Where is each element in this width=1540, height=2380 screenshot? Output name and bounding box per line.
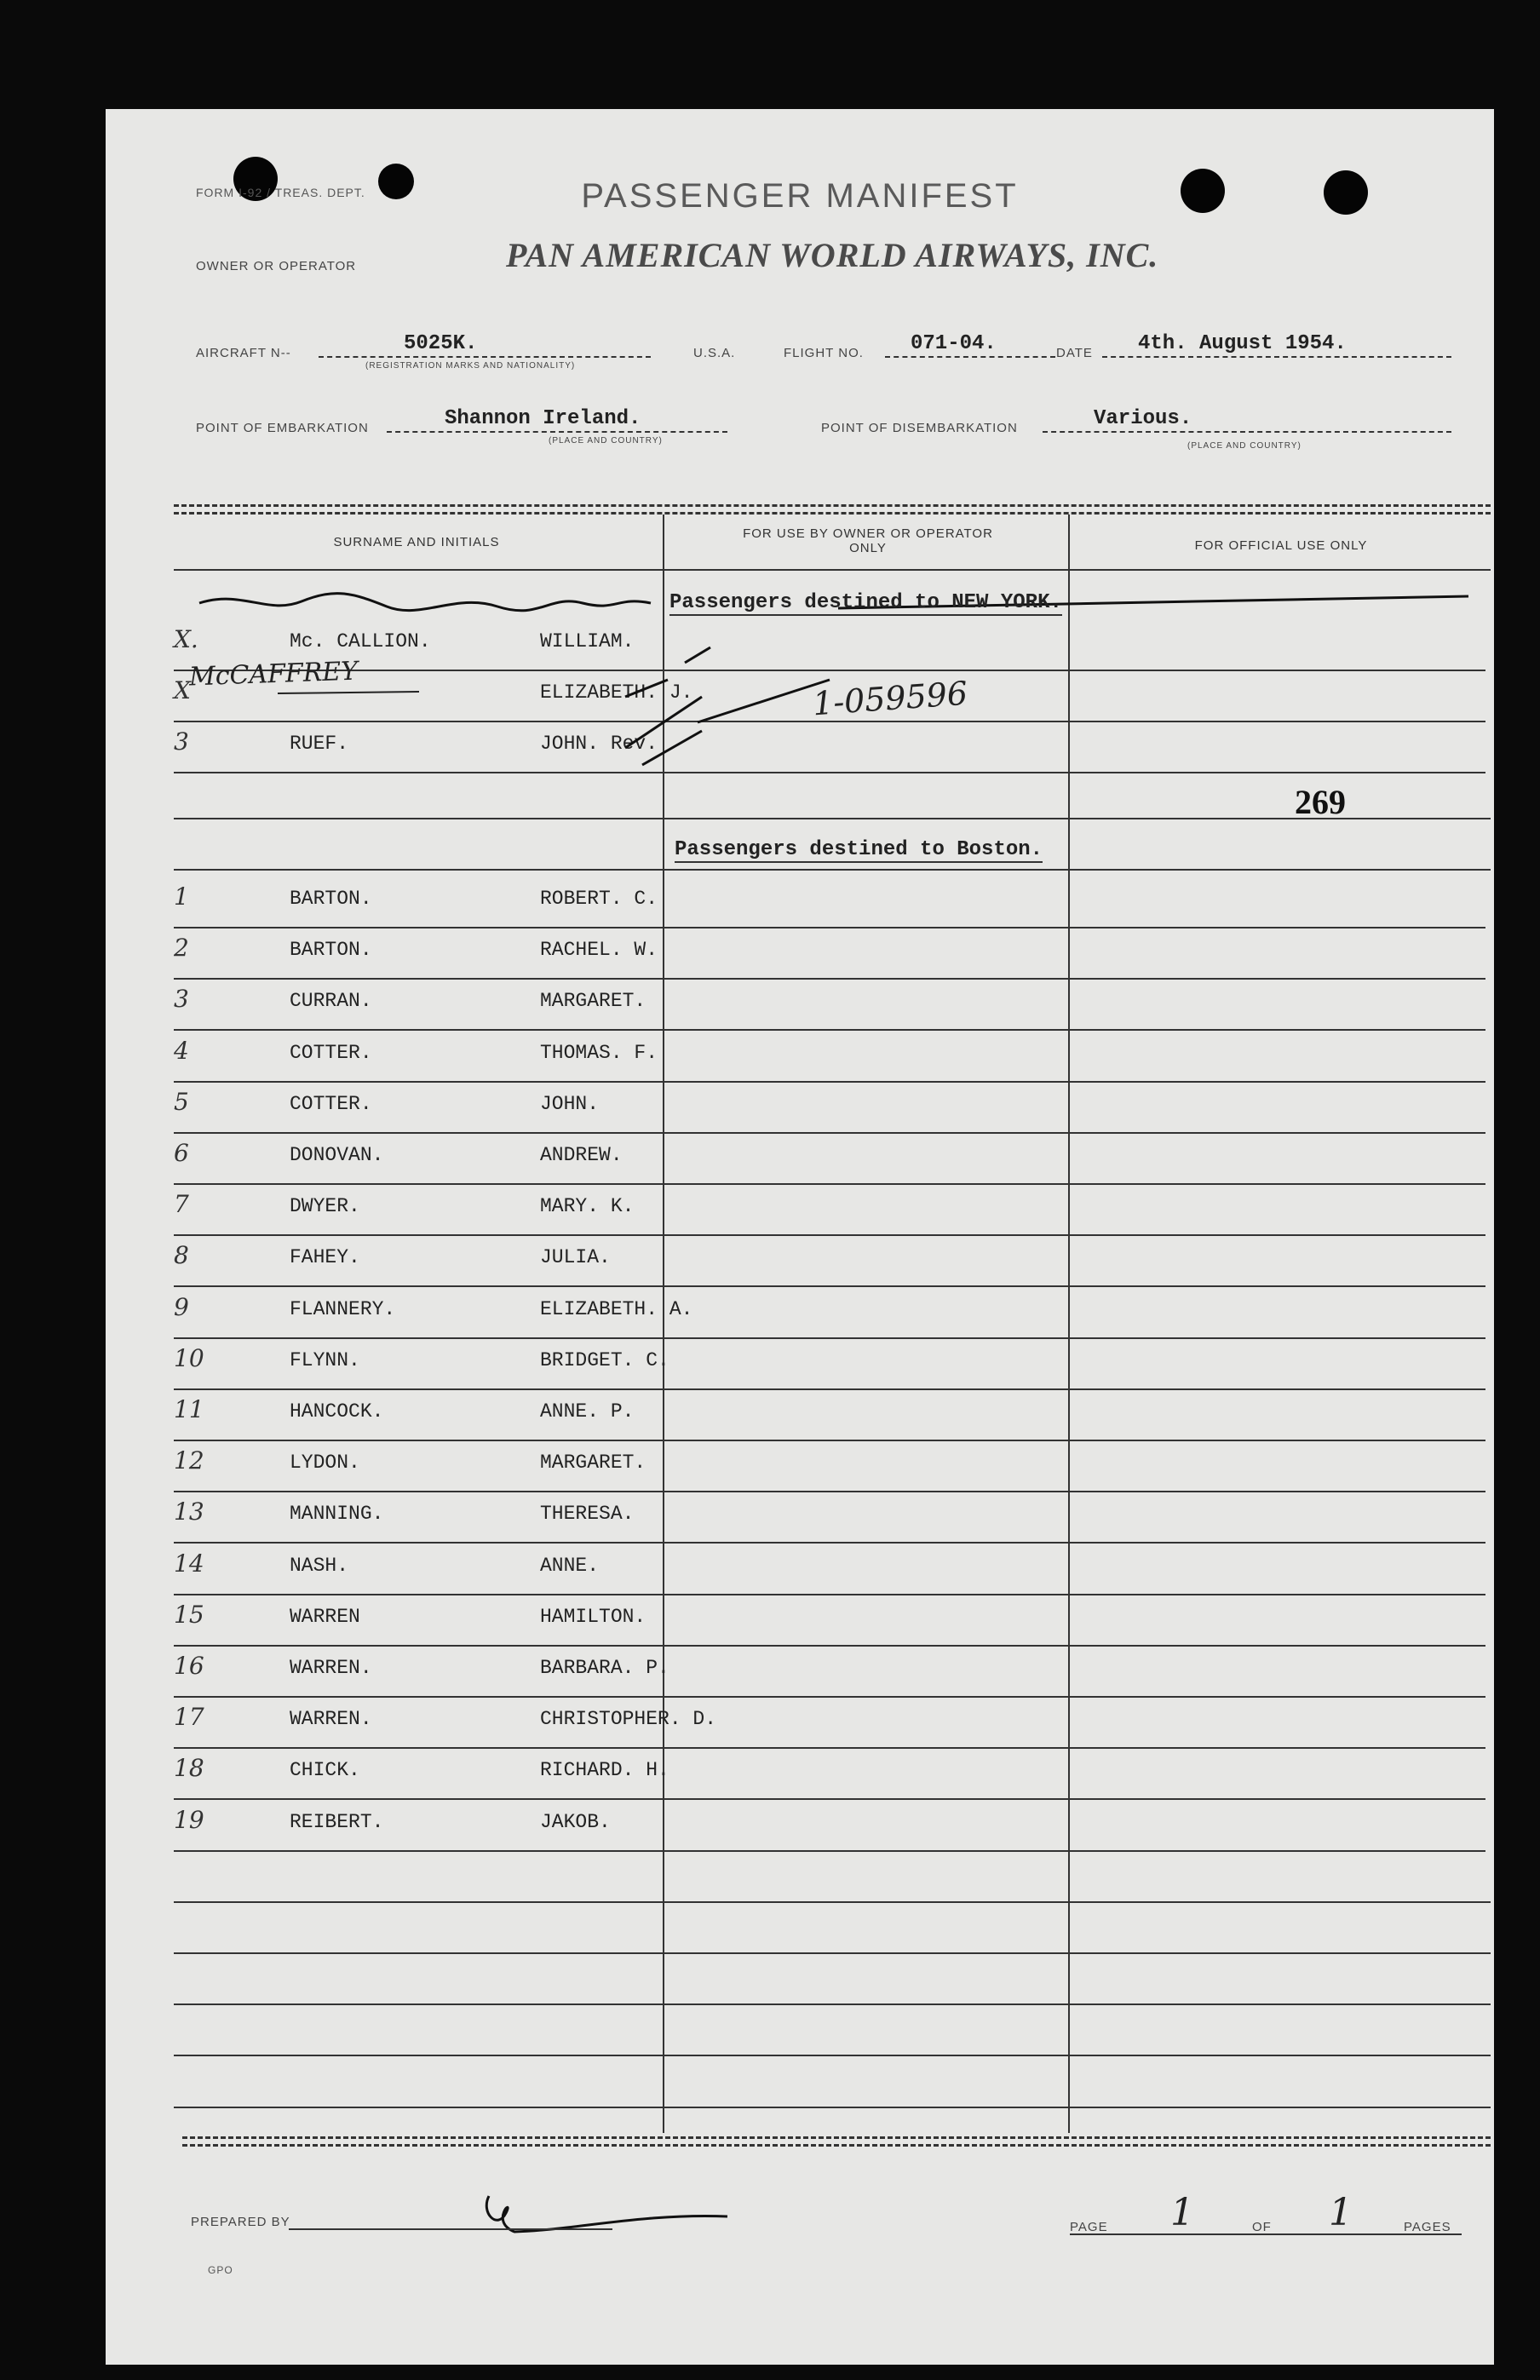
passenger-surname: FLYNN. bbox=[290, 1348, 360, 1371]
passenger-surname: NASH. bbox=[290, 1554, 349, 1577]
passenger-given-name: ELIZABETH. A. bbox=[540, 1297, 693, 1320]
passenger-surname: DONOVAN. bbox=[290, 1144, 384, 1166]
passenger-row bbox=[174, 1544, 1485, 1595]
form-reference: FORM I-92 / TREAS. DEPT. bbox=[196, 186, 365, 199]
passenger-given-name: WILLIAM. bbox=[540, 630, 635, 652]
passenger-surname: WARREN. bbox=[290, 1657, 372, 1679]
passenger-number: 14 bbox=[174, 1549, 204, 1578]
passenger-number: 11 bbox=[174, 1395, 204, 1423]
passenger-number: 13 bbox=[174, 1498, 204, 1526]
embarkation-sublabel: (PLACE AND COUNTRY) bbox=[549, 436, 663, 446]
disembarkation-underline bbox=[1043, 431, 1451, 433]
passenger-row bbox=[174, 928, 1485, 980]
passenger-given-name: JOHN. bbox=[540, 1092, 600, 1115]
passenger-surname: BARTON. bbox=[290, 939, 372, 962]
print-code: GPO bbox=[208, 2264, 233, 2276]
passenger-surname: COTTER. bbox=[290, 1092, 372, 1115]
passenger-number: 8 bbox=[174, 1241, 189, 1270]
passenger-number: 18 bbox=[174, 1754, 204, 1783]
header-rule bbox=[174, 569, 1491, 571]
empty-row-rule bbox=[174, 2055, 1491, 2056]
passenger-row bbox=[174, 1595, 1485, 1647]
flight-label: FLIGHT NO. bbox=[784, 346, 864, 360]
passenger-given-name: THOMAS. F. bbox=[540, 1041, 658, 1064]
passenger-number: 3 bbox=[174, 727, 189, 756]
passenger-number: 6 bbox=[174, 1139, 189, 1167]
owner-label: OWNER OR OPERATOR bbox=[196, 259, 357, 273]
disembarkation-sublabel: (PLACE AND COUNTRY) bbox=[1187, 441, 1302, 451]
passenger-row bbox=[174, 980, 1485, 1031]
passenger-given-name: THERESA. bbox=[540, 1503, 635, 1526]
page-number: 1 bbox=[1170, 2191, 1194, 2234]
date-value: 4th. August 1954. bbox=[1138, 332, 1347, 355]
page-underline bbox=[1070, 2233, 1462, 2235]
passenger-row bbox=[174, 1390, 1485, 1441]
date-underline bbox=[1102, 356, 1451, 358]
passenger-row bbox=[174, 1288, 1485, 1339]
prepared-by-label: PREPARED BY bbox=[191, 2215, 290, 2229]
ticket-number: 1-059596 bbox=[811, 674, 969, 723]
empty-row-rule bbox=[174, 2107, 1491, 2108]
passenger-number: 3 bbox=[174, 985, 189, 1014]
passenger-given-name: MARGARET. bbox=[540, 990, 646, 1013]
document-title: PASSENGER MANIFEST bbox=[581, 177, 1019, 215]
date-label: DATE bbox=[1056, 346, 1093, 360]
passenger-given-name: BARBARA. P. bbox=[540, 1657, 669, 1679]
disembarkation-label: POINT OF DISEMBARKATION bbox=[821, 421, 1018, 435]
passenger-number: 12 bbox=[174, 1446, 204, 1475]
passenger-number: 2 bbox=[174, 934, 189, 963]
passenger-given-name: ELIZABETH. J. bbox=[540, 681, 693, 704]
passenger-number: 16 bbox=[174, 1652, 204, 1680]
embarkation-value: Shannon Ireland. bbox=[445, 407, 641, 430]
passenger-surname: RUEF. bbox=[290, 733, 349, 755]
passenger-row bbox=[174, 1492, 1485, 1544]
flight-underline bbox=[885, 356, 1055, 358]
page-stamp-number: 269 bbox=[1295, 783, 1346, 821]
passenger-given-name: ANDREW. bbox=[540, 1144, 623, 1166]
passenger-row bbox=[174, 1698, 1485, 1749]
passenger-number: 15 bbox=[174, 1600, 204, 1629]
empty-row-rule bbox=[174, 1901, 1491, 1903]
new-york-section-heading: Passengers destined to NEW YORK. bbox=[669, 591, 1062, 614]
passenger-given-name: HAMILTON. bbox=[540, 1605, 646, 1628]
preparer-signature bbox=[472, 2179, 744, 2247]
passenger-number: 1 bbox=[174, 882, 189, 911]
passenger-surname: CURRAN. bbox=[290, 990, 372, 1013]
handwritten-strike-through bbox=[276, 685, 421, 702]
passenger-row bbox=[174, 1441, 1485, 1492]
passenger-given-name: RICHARD. H. bbox=[540, 1759, 669, 1782]
empty-row-rule bbox=[174, 1952, 1491, 1954]
of-label: OF bbox=[1252, 2220, 1272, 2234]
handwritten-surname-correction: McCAFFREY bbox=[188, 656, 359, 693]
empty-row-rule bbox=[174, 2003, 1491, 2005]
passenger-number: 17 bbox=[174, 1703, 204, 1732]
usa-label: U.S.A. bbox=[693, 346, 736, 360]
passenger-number: 9 bbox=[174, 1292, 189, 1321]
passenger-given-name: ANNE. bbox=[540, 1554, 600, 1577]
passenger-number: 5 bbox=[174, 1087, 189, 1116]
passenger-number: X bbox=[174, 676, 191, 704]
passenger-surname: COTTER. bbox=[290, 1041, 372, 1064]
passenger-number: 10 bbox=[174, 1343, 204, 1372]
passenger-surname: FAHEY. bbox=[290, 1246, 360, 1269]
passenger-surname: BARTON. bbox=[290, 888, 372, 910]
passenger-given-name: JULIA. bbox=[540, 1246, 611, 1269]
passenger-surname: MANNING. bbox=[290, 1503, 384, 1526]
passenger-number: 19 bbox=[174, 1805, 204, 1834]
passenger-given-name: MARGARET. bbox=[540, 1452, 646, 1475]
prepared-by-underline bbox=[289, 2228, 612, 2230]
passenger-row bbox=[174, 1032, 1485, 1083]
passenger-row bbox=[174, 1236, 1485, 1287]
page-label: PAGE bbox=[1070, 2220, 1108, 2234]
aircraft-sublabel: (REGISTRATION MARKS AND NATIONALITY) bbox=[365, 361, 576, 371]
aircraft-underline bbox=[319, 356, 651, 358]
aircraft-label: AIRCRAFT N-- bbox=[196, 346, 291, 360]
passenger-surname: CHICK. bbox=[290, 1759, 360, 1782]
passenger-row bbox=[174, 1647, 1485, 1698]
passenger-row bbox=[174, 1185, 1485, 1236]
passenger-number: 4 bbox=[174, 1036, 189, 1065]
flight-value: 071-04. bbox=[911, 332, 997, 355]
official-column-header: FOR OFFICIAL USE ONLY bbox=[1194, 538, 1368, 553]
passenger-surname: Mc. CALLION. bbox=[290, 630, 431, 652]
passenger-given-name: ANNE. P. bbox=[540, 1400, 635, 1423]
passenger-surname: WARREN bbox=[290, 1605, 360, 1628]
owner-column-header: FOR USE BY OWNER OR OPERATOR ONLY bbox=[743, 526, 993, 555]
table-top-rule bbox=[174, 504, 1491, 515]
passenger-given-name: CHRISTOPHER. D. bbox=[540, 1708, 717, 1731]
embarkation-underline bbox=[387, 431, 727, 433]
passenger-number: 7 bbox=[174, 1190, 189, 1219]
passenger-row bbox=[174, 1749, 1485, 1800]
passenger-given-name: MARY. K. bbox=[540, 1195, 635, 1218]
total-pages: 1 bbox=[1329, 2191, 1353, 2234]
passenger-row bbox=[174, 1134, 1485, 1185]
passenger-surname: WARREN. bbox=[290, 1708, 372, 1731]
passenger-number: X. bbox=[174, 625, 198, 653]
passenger-surname: LYDON. bbox=[290, 1452, 360, 1475]
disembarkation-value: Various. bbox=[1094, 407, 1192, 430]
passenger-surname: REIBERT. bbox=[290, 1810, 384, 1833]
row-rule bbox=[174, 1850, 1485, 1852]
embarkation-label: POINT OF EMBARKATION bbox=[196, 421, 369, 435]
operator-name: PAN AMERICAN WORLD AIRWAYS, INC. bbox=[506, 236, 1159, 274]
passenger-surname: FLANNERY. bbox=[290, 1297, 396, 1320]
names-column-header: SURNAME AND INITIALS bbox=[333, 535, 500, 549]
passenger-row bbox=[174, 877, 1485, 928]
passenger-row bbox=[174, 1083, 1485, 1134]
manifest-sheet bbox=[106, 109, 1494, 2365]
row-rule bbox=[174, 818, 1491, 819]
passenger-surname: HANCOCK. bbox=[290, 1400, 384, 1423]
table-bottom-rule bbox=[182, 2136, 1491, 2147]
pages-label: PAGES bbox=[1404, 2220, 1451, 2234]
passenger-row bbox=[174, 1339, 1485, 1390]
passenger-given-name: BRIDGET. C. bbox=[540, 1348, 669, 1371]
passenger-row bbox=[174, 1801, 1485, 1852]
aircraft-value: 5025K. bbox=[404, 332, 478, 355]
row-rule bbox=[174, 869, 1491, 871]
passenger-given-name: JOHN. Rev. bbox=[540, 733, 658, 755]
boston-section-heading: Passengers destined to Boston. bbox=[675, 838, 1043, 861]
passenger-given-name: RACHEL. W. bbox=[540, 939, 658, 962]
passenger-surname: DWYER. bbox=[290, 1195, 360, 1218]
passenger-given-name: JAKOB. bbox=[540, 1810, 611, 1833]
passenger-given-name: ROBERT. C. bbox=[540, 888, 658, 910]
